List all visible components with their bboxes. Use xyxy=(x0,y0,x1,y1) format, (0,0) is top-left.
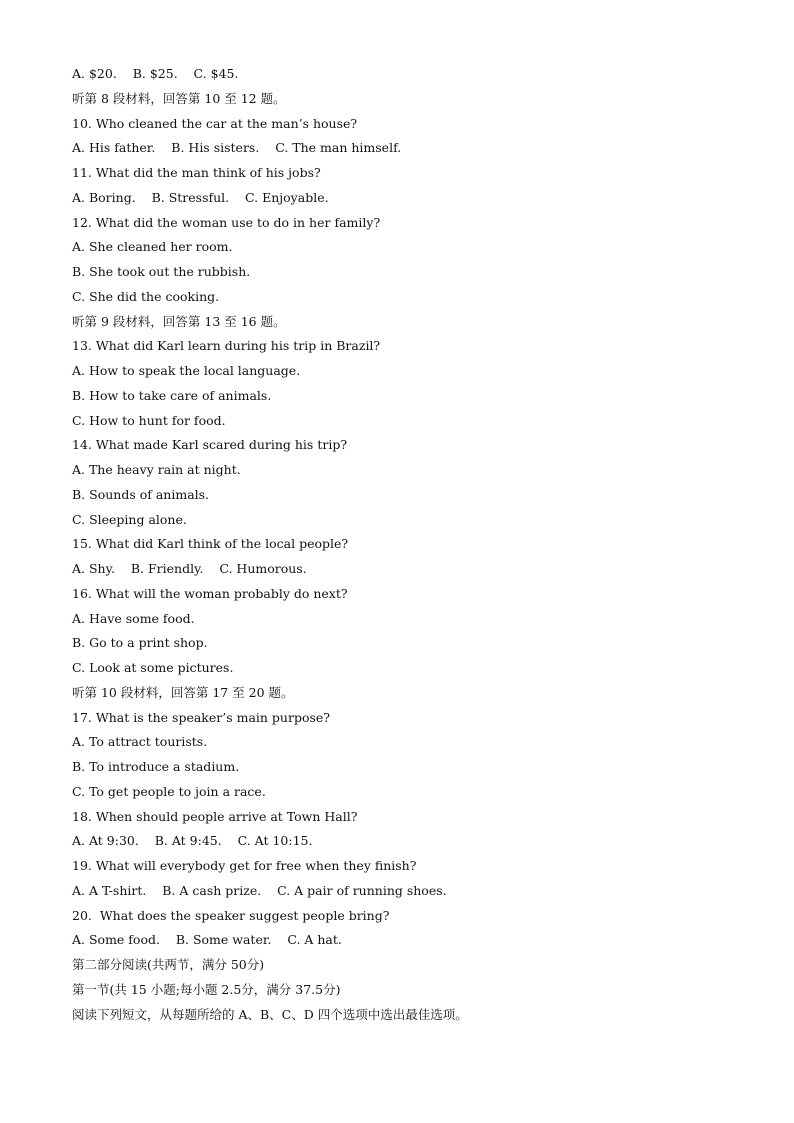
question-15: 15. What did Karl think of the local people? xyxy=(72,536,349,552)
option-13c: C. How to hunt for food. xyxy=(72,412,226,428)
option-16a: A. Have some food. xyxy=(72,610,195,626)
answer-options-q19: A. A T-shirt. B. A cash prize. C. A pair of running shoes. xyxy=(72,882,447,898)
option-13a: A. How to speak the local language. xyxy=(72,363,301,378)
section-instruction-material-9: 听第 9 段材料，回答第 13 至 16 题。 xyxy=(72,313,286,329)
question-20: 20. What does the speaker suggest people bring? xyxy=(72,907,390,923)
question-13: 13. What did Karl learn during his trip in Brazil? xyxy=(72,338,381,354)
answer-options-q11: A. Boring. B. Stressful. C. Enjoyable. xyxy=(72,189,329,205)
question-14: 14. What made Karl scared during his trip? xyxy=(72,437,348,453)
answer-options-q20: A. Some food. B. Some water. C. A hat. xyxy=(72,932,342,948)
question-19: 19. What will everybody get for free when they finish? xyxy=(72,858,417,873)
option-12c: C. She did the cooking. xyxy=(72,288,220,304)
option-14c: C. Sleeping alone. xyxy=(72,511,187,527)
question-16: 16. What will the woman probably do next? xyxy=(72,585,348,601)
section-instruction-material-10: 听第 10 段材料，回答第 17 至 20 题。 xyxy=(72,684,294,700)
answer-options-q10: A. His father. B. His sisters. C. The man himself. xyxy=(72,140,402,156)
section-one-heading: 第一节(共 15 小题;每小题 2.5分，满分 37.5分) xyxy=(72,981,341,997)
answer-options-q18: A. At 9:30. B. At 9:45. C. At 10:15. xyxy=(72,833,313,849)
option-17a: A. To attract tourists. xyxy=(72,734,208,750)
option-12b: B. She took out the rubbish. xyxy=(72,264,251,279)
question-10: 10. Who cleaned the car at the man’s house? xyxy=(72,115,358,131)
option-17c: C. To get people to join a race. xyxy=(72,783,266,799)
question-17: 17. What is the speaker’s main purpose? xyxy=(72,709,331,725)
answer-options-q9: A. $20. B. $25. C. $45. xyxy=(72,66,239,81)
question-12: 12. What did the woman use to do in her family? xyxy=(72,214,381,230)
option-13b: B. How to take care of animals. xyxy=(72,387,272,403)
document-page xyxy=(72,62,772,1027)
option-12a: A. She cleaned her room. xyxy=(72,239,233,255)
option-17b: B. To introduce a stadium. xyxy=(72,759,240,774)
option-16c: C. Look at some pictures. xyxy=(72,660,234,675)
part-two-heading: 第二部分阅读(共两节，满分 50分) xyxy=(72,957,265,972)
section-instruction-material-8: 听第 8 段材料，回答第 10 至 12 题。 xyxy=(72,90,286,106)
option-16b: B. Go to a print shop. xyxy=(72,635,208,651)
question-11: 11. What did the man think of his jobs? xyxy=(72,165,321,180)
option-14a: A. The heavy rain at night. xyxy=(72,462,241,477)
answer-options-q15: A. Shy. B. Friendly. C. Humorous. xyxy=(72,561,307,576)
option-14b: B. Sounds of animals. xyxy=(72,486,210,502)
question-18: 18. When should people arrive at Town Hall? xyxy=(72,808,358,824)
reading-instruction: 阅读下列短文，从每题所给的 A、B、C、D 四个选项中选出最佳选项。 xyxy=(72,1006,468,1022)
